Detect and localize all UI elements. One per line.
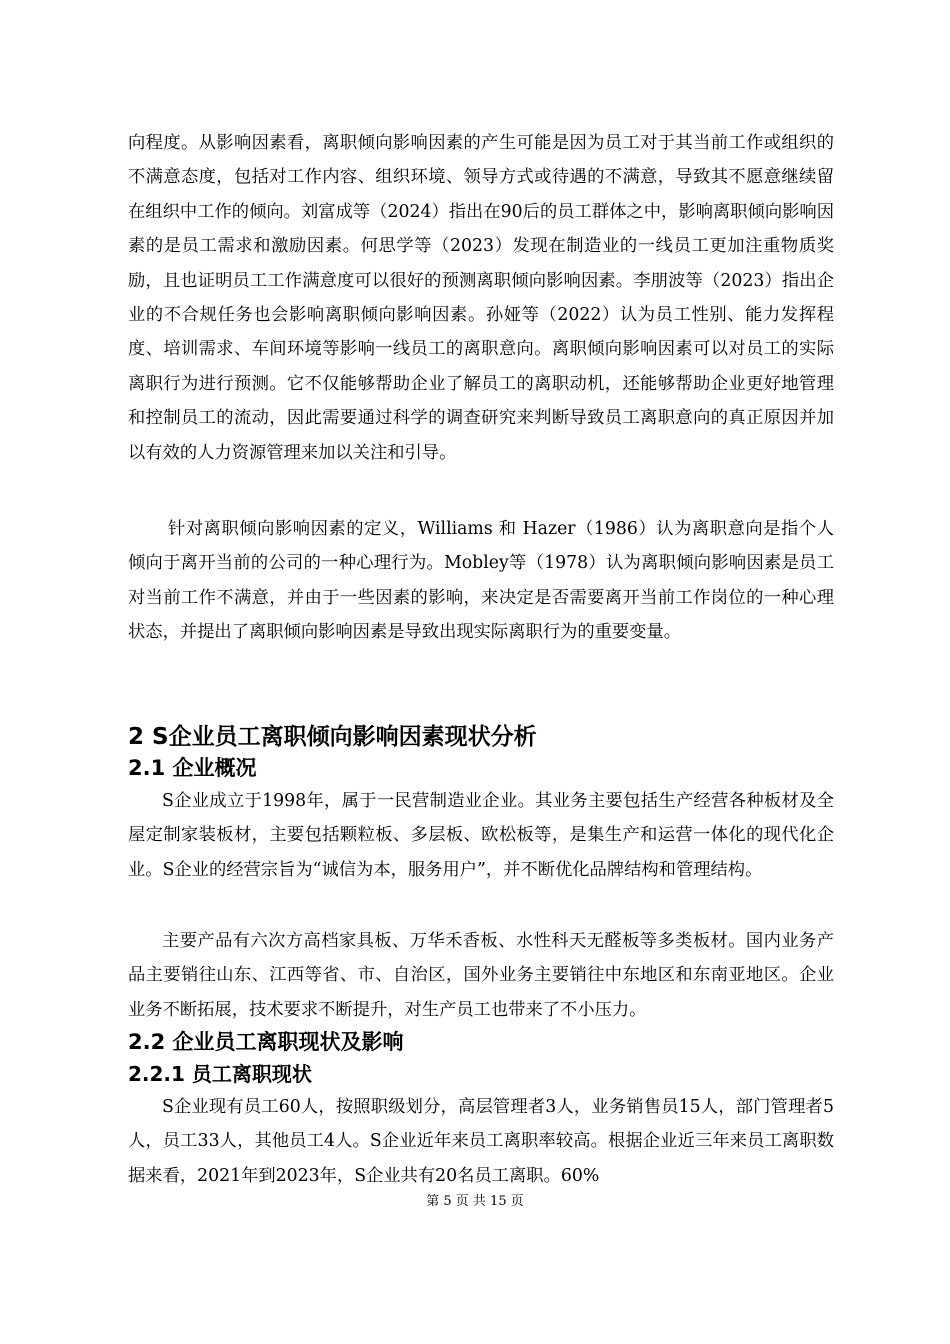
paragraph-turnover-status: S企业现有员工60人，按照职级划分，高层管理者3人，业务销售员15人，部门管理者5人，员工33人，其他员工4人。S企业近年来员工离职率较高。根据企业近三年来员工离职数据来看，2021年到2023年，S企业共有20名员工离职。60% [128, 1097, 834, 1186]
paragraph-main-products: 主要产品有六次方高档家具板、万华禾香板、水性科天无醛板等多类板材。国内业务产品主要销往山东、江西等省、市、自治区，国外业务主要销往中东地区和东南亚地区。企业业务不断拓展，技术要求不断提升，对生产员工也带来了不小压力。 [128, 931, 834, 1020]
section-heading-2-2: 2.2 企业员工离职现状及影响 [128, 1030, 404, 1054]
paragraph-turnover-factors: 向程度。从影响因素看，离职倾向影响因素的产生可能是因为员工对于其当前工作或组织的不满意态度，包括对工作内容、组织环境、领导方式或待遇的不满意，导致其不愿意继续留在组织中工作的倾向。刘富成等（2024）指出在90后的员工群体之中，影响离职倾向影响因素的是员工需求和激励因素。何思学等（2023）发现在制造业的一线员工更加注重物质奖励，且也证明员工工作满意度可以很好的预测离职倾向影响因素。李朋波等（2023）指出企业的不合规任务也会影响离职倾向影响因素。孙娅等（2022）认为员工性别、能力发挥程度、培训需求、车间环境等影响一线员工的离职意向。离职倾向影响因素可以对员工的实际离职行为进行预测。它不仅能够帮助企业了解员工的离职动机，还能够帮助企业更好地管理和控制员工的流动，因此需要通过科学的调查研究来判断导致员工离职意向的真正原因并加以有效的人力资源管理来加以关注和引导。 [128, 133, 834, 463]
section-heading-2: 2 S企业员工离职倾向影响因素现状分析 [128, 724, 537, 750]
paragraph-turnover-definition: 针对离职倾向影响因素的定义，Williams 和 Hazer（1986）认为离职意向是指个人倾向于离开当前的公司的一种心理行为。Mobley等（1978）认为离职倾向影响因素是员工对当前工作不满意，并由于一些因素的影响，来决定是否需要离开当前工作岗位的一种心理状态，并提出了离职倾向影响因素是导致出现实际离职行为的重要变量。 [128, 519, 834, 643]
paragraph-company-overview: S企业成立于1998年，属于一民营制造业企业。其业务主要包括生产经营各种板材及全屋定制家装板材，主要包括颗粒板、多层板、欧松板等，是集生产和运营一体化的现代化企业。S企业的经营宗旨为“诚信为本，服务用户”，并不断优化品牌结构和管理结构。 [128, 791, 834, 880]
section-heading-2-2-1: 2.2.1 员工离职现状 [128, 1062, 312, 1086]
section-heading-2-1: 2.1 企业概况 [128, 756, 257, 780]
page-footer: 第 5 页 共 15 页 [426, 1194, 524, 1209]
